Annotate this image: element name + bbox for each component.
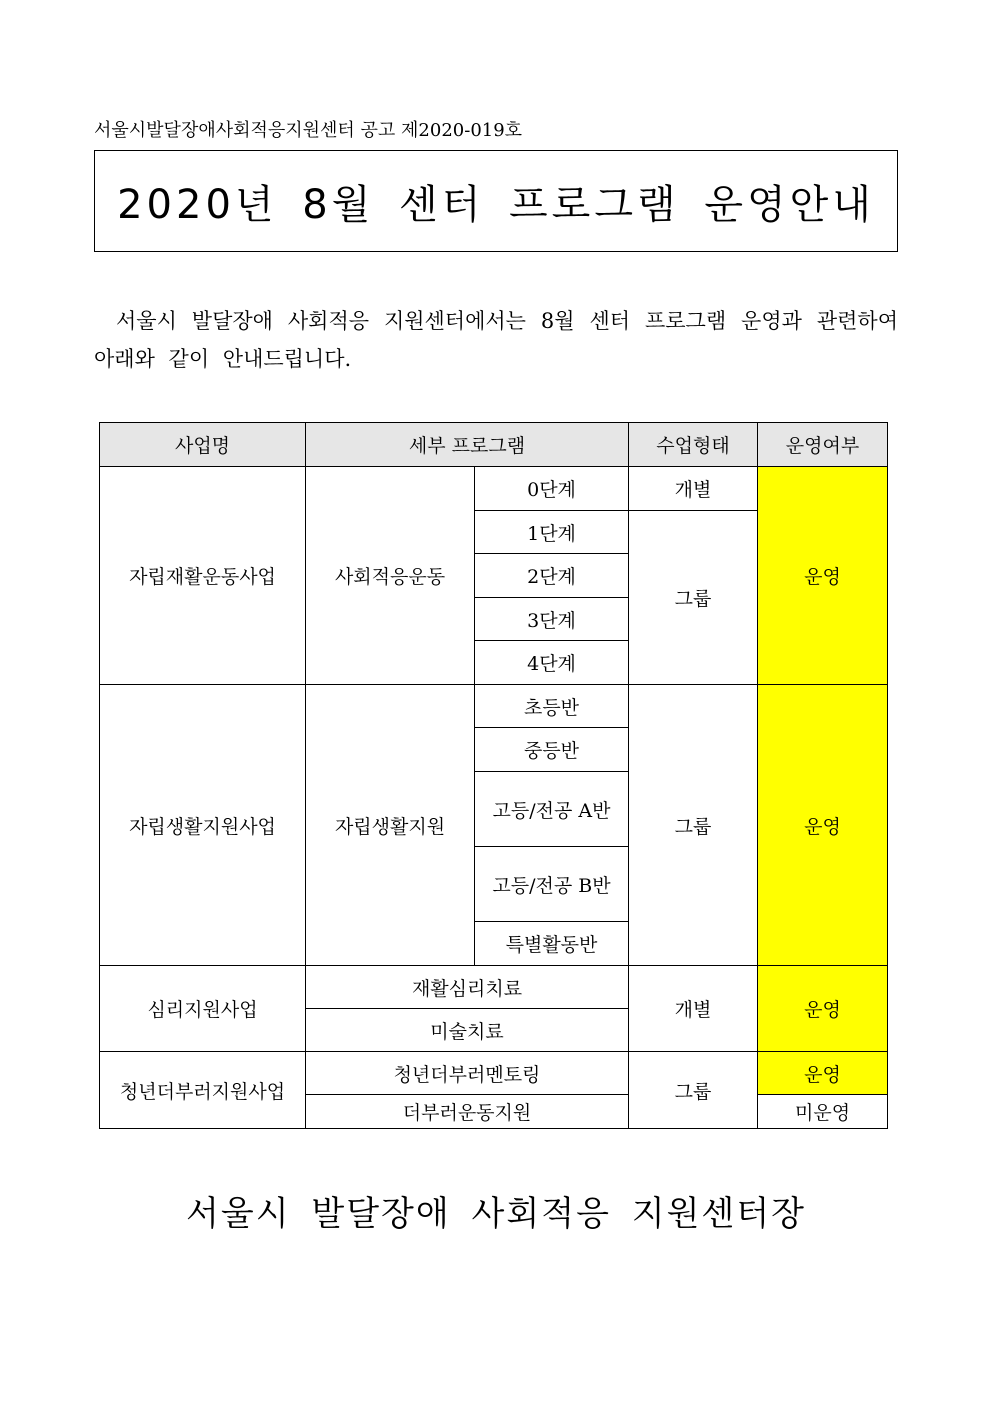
- sub-program: 중등반: [475, 728, 629, 772]
- sub-program: 고등/전공 B반: [475, 847, 629, 922]
- status-cell: 운영: [758, 685, 888, 966]
- status-cell: 운영: [758, 467, 888, 685]
- header-business: 사업명: [100, 423, 306, 467]
- header-program: 세부 프로그램: [306, 423, 629, 467]
- program-name: 사회적응운동: [306, 467, 475, 685]
- class-type: 개별: [629, 966, 758, 1052]
- header-class-type: 수업형태: [629, 423, 758, 467]
- table-row: [100, 966, 888, 1009]
- business-name: 자립생활지원사업: [100, 685, 306, 966]
- sub-program: 1단계: [475, 511, 629, 554]
- program-name: 더부러운동지원: [306, 1095, 629, 1129]
- status-cell: 미운영: [758, 1095, 888, 1129]
- program-name: 자립생활지원: [306, 685, 475, 966]
- table-header-row: [100, 423, 888, 467]
- class-type: 그룹: [629, 1052, 758, 1129]
- business-name: 심리지원사업: [100, 966, 306, 1052]
- program-name: 미술치료: [306, 1009, 629, 1052]
- sub-program: 2단계: [475, 554, 629, 598]
- status-cell: 운영: [758, 966, 888, 1052]
- notice-number: 서울시발달장애사회적응지원센터 공고 제2020-019호: [94, 120, 523, 141]
- status-cell: 운영: [758, 1052, 888, 1095]
- sub-program: 4단계: [475, 641, 629, 685]
- table-row: [100, 467, 888, 511]
- sub-program: 0단계: [475, 467, 629, 511]
- sub-program: 3단계: [475, 598, 629, 641]
- class-type: 그룹: [629, 685, 758, 966]
- class-type: 개별: [629, 467, 758, 511]
- program-name: 청년더부러멘토링: [306, 1052, 629, 1095]
- sub-program: 초등반: [475, 685, 629, 728]
- program-name: 재활심리치료: [306, 966, 629, 1009]
- header-status: 운영여부: [758, 423, 888, 467]
- business-name: 청년더부러지원사업: [100, 1052, 306, 1129]
- table-row: [100, 685, 888, 728]
- business-name: 자립재활운동사업: [100, 467, 306, 685]
- intro-paragraph: 서울시 발달장애 사회적응 지원센터에서는 8월 센터 프로그램 운영과 관련하여 아래와 같이 안내드립니다.: [94, 309, 898, 371]
- sub-program: 고등/전공 A반: [475, 772, 629, 847]
- class-type: 그룹: [629, 511, 758, 685]
- table-row: [100, 1052, 888, 1095]
- program-table: [99, 422, 888, 1129]
- sub-program: 특별활동반: [475, 922, 629, 966]
- signature-line: 서울시 발달장애 사회적응 지원센터장: [186, 1194, 806, 1234]
- document-title: 2020년 8월 센터 프로그램 운영안내: [117, 181, 875, 228]
- title-box: [94, 150, 898, 252]
